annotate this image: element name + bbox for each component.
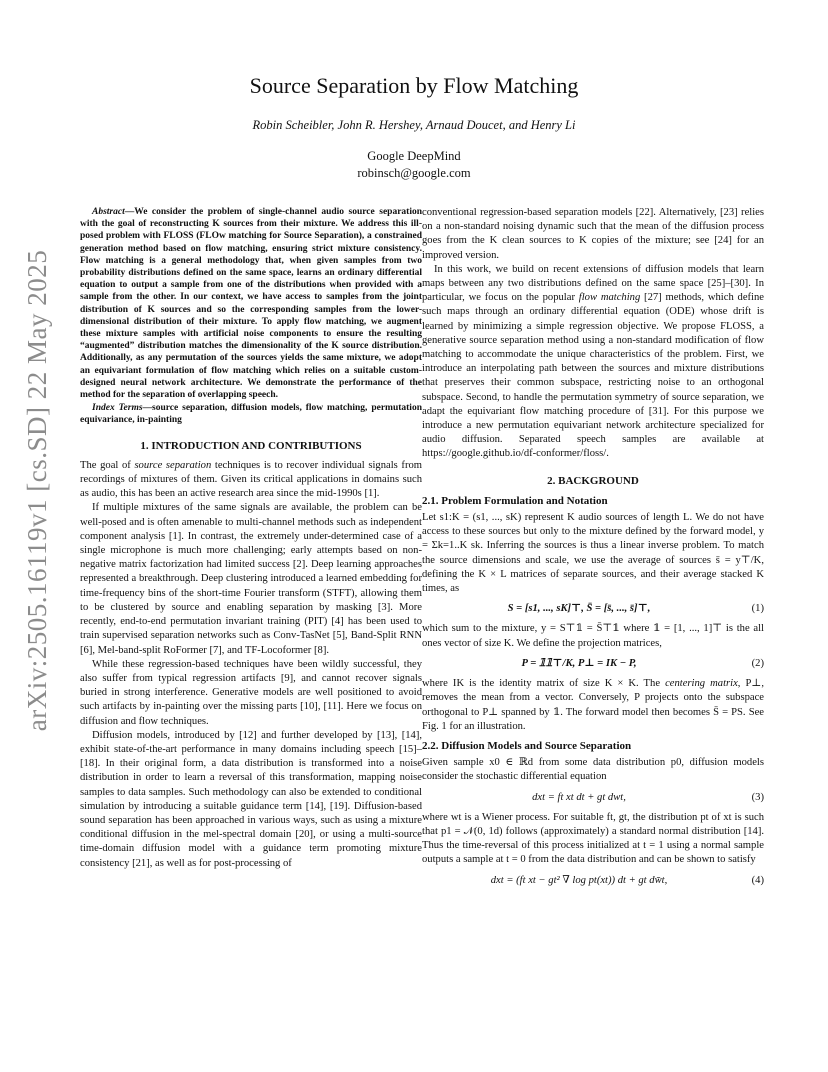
intro-p1-emphasis: source separation [134, 459, 212, 471]
equation-2-number: (2) [751, 657, 764, 669]
background-paragraph-5: where wt is a Wiener process. For suitable ft, gt, the distribution pt of xt is such that p1 = 𝒩(0, 1d) follows (approximately) a standard normal distribution [14]. Thus the time-reversal of this process initialized at t = 1 using a normal sample outputs a sample at t = 0 from the data distribution and can be shown to satisfy [422, 811, 764, 866]
equation-3 [422, 791, 764, 805]
equation-4-number: (4) [751, 874, 764, 886]
arxiv-identifier: arXiv:2505.16119v1 [cs.SD] 22 May 2025 [22, 249, 53, 731]
equation-1-expression: S = [s1, ..., sK]⊤, S̄ = [s̄, ..., s̄]⊤, [507, 603, 651, 615]
intro-paragraph-4: Diffusion models, introduced by [12] and further developed by [13], [14], exhibit state-of-the-art performance in many domains including speech [15]–[18]. In their original form, a data distribution is transformed into a noise distribution in order to learn a reversal of this transformation, mapping noise samples to data samples. Such methodology can also be extended to conditional simulation by introducing a suitable guidance term [14], [19]. Diffusion-based sound separation has been approached in various ways, such as using a mixture conditional diffusion in the mel-spectral domain [20], or using a multi-source time-domain diffusion model with a guidance term promoting mixture consistency [21], as well as for post-processing of [80, 729, 422, 869]
subsection-heading-diffusion-models: 2.2. Diffusion Models and Source Separation [422, 739, 632, 752]
equation-4-expression: dxt = (ft xt − gt² ∇ log pt(xt)) dt + gt dw̄t, [490, 874, 668, 886]
intro-paragraph-1 [80, 459, 422, 502]
left-column [80, 206, 422, 871]
background-p3-text-a: where IK is the identity matrix of size K × K. The [422, 678, 666, 690]
intro-p1-text-b: techniques is to recover individual signals from recordings of mixtures of them. Given its critical applications in domains such as audio, this has been an active research area since the mid-1990s [1]. [80, 459, 423, 500]
paper-authors: Robin Scheibler, John R. Hershey, Arnaud Doucet, and Henry Li [252, 118, 576, 132]
background-paragraph-1: Let s1:K = (s1, ..., sK) represent K audio sources of length L. We do not have access to these sources but only to the mixture defined by the forward model, y = Σk=1..K sk. Inferring the sources is thus a linear inverse problem. To match the source dimensions and scale, we use the average of sources s̄ = y⊤/K, defining the K × L matrices of separate sources, and their average stacked K times, as [422, 512, 764, 595]
right-column [422, 206, 764, 894]
intro-p6-text-a: In this work, we build on recent extensions of diffusion models that learn maps between any two distributions defined on the same space [25]–[30]. In particular, we focus on the popular [422, 263, 764, 304]
background-p3-text-b: , P⊥, removes the mean from a vector. Conversely, P projects onto the subspace orthogonal to P⊥ spanned by 𝟙. The forward model then becomes S̄ = PS. See Fig. 1 for an illustration. [422, 678, 764, 732]
index-terms-lead: Index Terms [92, 403, 143, 414]
paper-title: Source Separation by Flow Matching [249, 73, 579, 98]
intro-paragraph-3: While these regression-based techniques have been wildly successful, they also suffer from typical regression artifacts [9], and cannot recover signals buried in strong interference. Generative models are well positioned to avoid such artifacts by in-painting over the missing parts [10], [11]. Here we focus on diffusion and flow techniques. [80, 658, 422, 727]
equation-1 [422, 602, 764, 616]
section-heading-introduction: 1. INTRODUCTION AND CONTRIBUTIONS [140, 439, 362, 452]
index-terms-body: —source separation, diffusion models, flow matching, permutation equivariance, in-painting [80, 403, 422, 426]
arxiv-stamp [14, 249, 62, 731]
background-paragraph-4: Given sample x0 ∈ ℝd from some data distribution p0, diffusion models consider the stochastic differential equation [422, 757, 764, 783]
equation-3-expression: dxt = ft xt dt + gt dwt, [532, 791, 626, 803]
index-terms [80, 402, 422, 426]
intro-p6-emphasis: flow matching [578, 292, 641, 304]
equation-2 [422, 657, 764, 671]
section-heading-background: 2. BACKGROUND [547, 474, 639, 487]
equation-4 [422, 874, 764, 888]
intro-paragraph-2: If multiple mixtures of the same signals are available, the problem can be well-posed and is often amenable to multi-channel methods such as independent component analysis [1]. In contrast, the extremely under-determined case of a single microphone is much more challenging; early attempts based on non-negative matrix factorization had limited success [2]. Deep learning approaches represented a breakthrough. Deep clustering introduced a learned embedding for time-frequency bins of the short-time Fourier transform (STFT), allowing them to be clustered by source and enabling separation by masking [3]. More recently, end-to-end permutation invariant training (PIT) [4] has been used to train supervised separation networks such as Conv-TasNet [5], Band-Split RNN [6], Mel-band-split RoFormer [7], and TF-Locoformer [8]. [80, 502, 422, 656]
equation-1-number: (1) [751, 603, 764, 615]
intro-p6-text-b: [27] methods, which define such maps through an ordinary differential equation (ODE) whose drift is learned by minimizing a simple regression objective. We propose FLOSS, a generative source separation method using a non-standard modification of flow matching to accommodate the unique characteristics of the problem. First, we introduce an interpolating path between the sources and mixture distributions that preserves their common subspace, restricting noise to an orthogonal subspace. Second, to handle the permutation symmetry of source separation, we adapt the equivariant flow matching procedure of [31]. For this purpose we introduce a new permutation equivariant network architecture specialized for audio diffusion. Separated speech samples are available at https://google.github.io/df-conformer/floss/. [422, 292, 764, 460]
abstract [80, 206, 422, 401]
subsection-heading-problem-formulation: 2.1. Problem Formulation and Notation [422, 494, 608, 507]
intro-paragraph-5: conventional regression-based separation models [22]. Alternatively, [23] relies on a non-standard noising dynamic such that the mean of the diffusion process goes from the K clean sources to K copies of the mixture; see [24] for an improved version. [422, 207, 764, 261]
paper-affiliation: Google DeepMind [367, 149, 461, 163]
background-paragraph-3 [422, 677, 764, 734]
background-paragraph-2: which sum to the mixture, y = S⊤𝟙 = S̄⊤𝟙 where 𝟙 = [1, ..., 1]⊤ is the all ones vector of size K. We define the projection matrices, [422, 623, 764, 649]
intro-paragraph-6 [422, 263, 764, 462]
intro-p1-text-a: The goal of [80, 459, 135, 471]
background-p3-emphasis: centering matrix [665, 678, 738, 690]
abstract-lead: Abstract [92, 207, 125, 217]
paper-email[interactable]: robinsch@google.com [357, 166, 471, 180]
equation-2-expression: P = 𝟙𝟙⊤/K, P⊥ = IK − P, [521, 657, 637, 669]
equation-3-number: (3) [751, 791, 764, 803]
abstract-body: —We consider the problem of single-channel audio source separation with the goal of reconstructing K sources from their mixture. We address this ill-posed problem with FLOSS (FLOw matching for Source Separation), a constrained generation method based on flow matching, ensuring strict mixture consistency. Flow matching is a general methodology that, when given samples from two probability distributions defined on the same space, learns an ordinary differential equation to output a sample from one of the distributions when provided with a sample from the other. In our context, we have access to samples from the joint distribution of K sources and so the corresponding samples from the lower-dimensional distribution of their mixture. To apply flow matching, we augment these mixture samples with artificial noise components to ensure the resulting “augmented” distribution matches the dimensionality of the K source distribution. Additionally, as any permutation of the sources yields the same mixture, we adopt an equivariant formulation of flow matching which relies on a suitable custom-designed neural network architecture. We demonstrate the performance of the method for the separation of overlapping speech. [80, 207, 422, 401]
